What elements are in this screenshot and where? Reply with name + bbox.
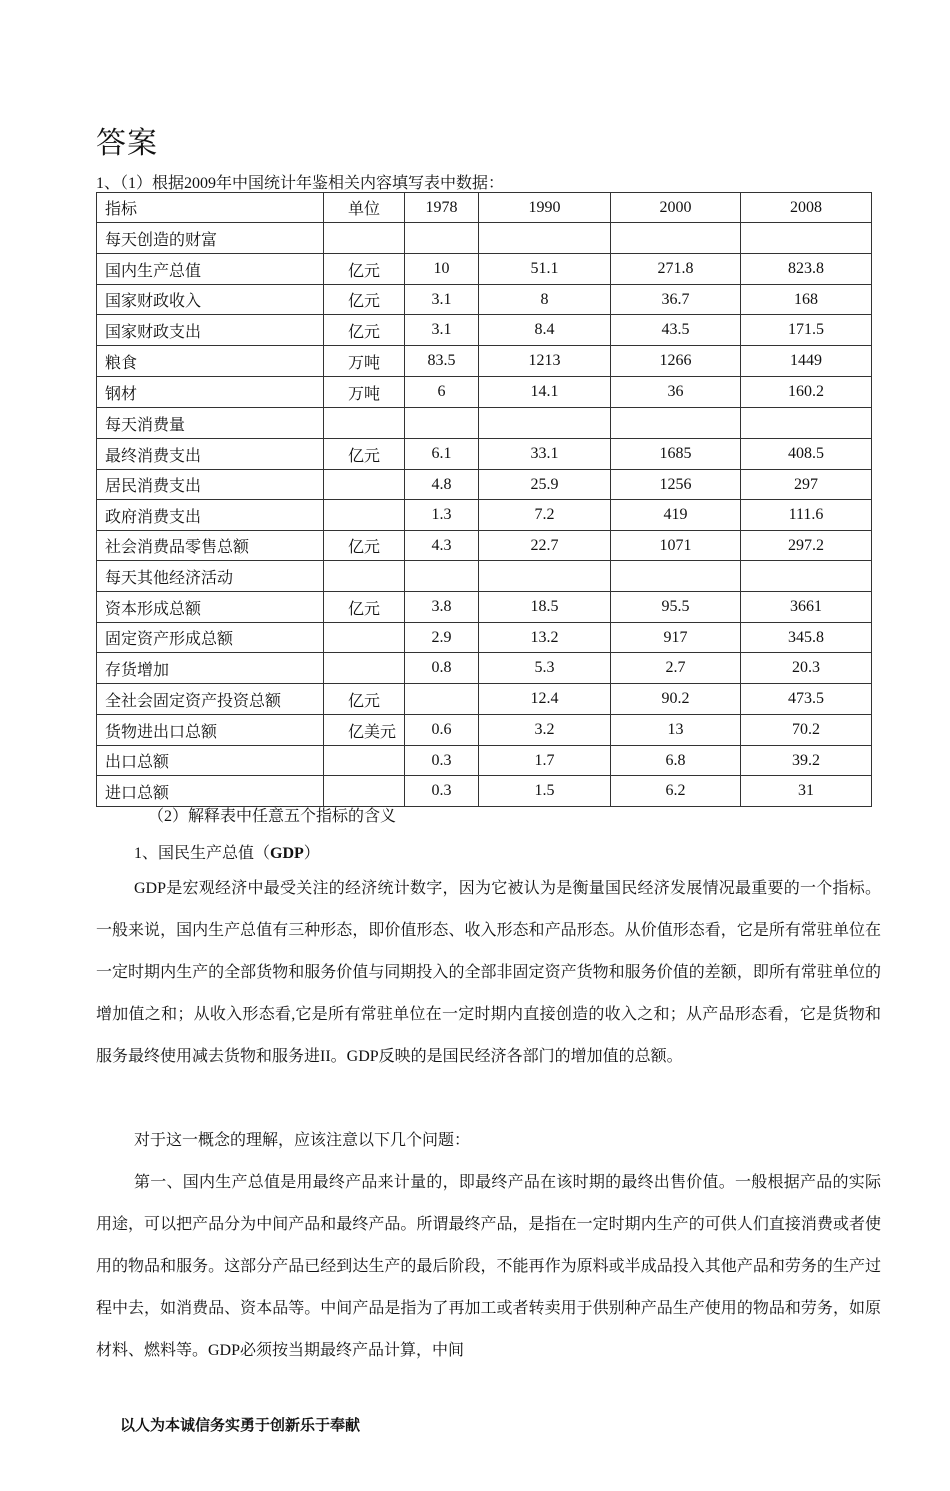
cell-2008: 345.8 [741, 623, 872, 653]
cell-indicator: 国家财政支出 [97, 315, 324, 346]
cell-1978 [405, 408, 479, 439]
table-row [97, 346, 872, 377]
cell-1990: 13.2 [479, 623, 611, 653]
cell-indicator: 进口总额 [97, 776, 324, 807]
cell-1978: 3.1 [405, 315, 479, 346]
table-row [97, 254, 872, 285]
cell-2000 [611, 223, 741, 254]
cell-2000: 1685 [611, 439, 741, 470]
table-row [97, 623, 872, 653]
cell-1978: 3.1 [405, 285, 479, 315]
footer-slogan: 以人为本诚信务实勇于创新乐于奉献 [120, 1416, 361, 1434]
cell-1978: 10 [405, 254, 479, 285]
cell-2008: 168 [741, 285, 872, 315]
cell-1990 [479, 561, 611, 592]
table-body [97, 223, 872, 807]
cell-2008: 297.2 [741, 531, 872, 561]
cell-indicator: 货物进出口总额 [97, 715, 324, 746]
cell-2008: 70.2 [741, 715, 872, 746]
table-row [97, 285, 872, 315]
cell-2008: 20.3 [741, 653, 872, 684]
cell-2000: 43.5 [611, 315, 741, 346]
paragraph-notes-intro: 对于这一概念的理解，应该注意以下几个问题： [134, 1132, 471, 1149]
cell-1978: 1.3 [405, 500, 479, 531]
cell-2000: 36 [611, 377, 741, 408]
cell-2000 [611, 408, 741, 439]
header-2008: 2008 [741, 193, 872, 223]
header-indicator: 指标 [97, 193, 324, 223]
cell-indicator: 国家财政收入 [97, 285, 324, 315]
question-1: 1、（1）根据2009年中国统计年鉴相关内容填写表中数据： [96, 175, 505, 192]
table-row [97, 715, 872, 746]
cell-indicator: 钢材 [97, 377, 324, 408]
cell-1990: 7.2 [479, 500, 611, 531]
cell-unit: 万吨 [324, 346, 405, 377]
paragraph-final-product: 第一、国内生产总值是用最终产品来计量的，即最终产品在该时期的最终出售价值。一般根据产品的实际用途，可以把产品分为中间产品和最终产品。所谓最终产品，是指在一定时期内生产的可供人们直接消费或者使用的物品和服务。这部分产品已经到达生产的最后阶段，不能再作为原料或半成品投入其他产品和劳务的生产过程中去，如消费品、资本品等。中间产品是指为了再加工或者转卖用于供别种产品生产使用的物品和劳务，如原材料、燃料等。GDP必须按当期最终产品计算，中间 [96, 1174, 881, 1359]
cell-1990: 5.3 [479, 653, 611, 684]
cell-1990: 25.9 [479, 470, 611, 500]
cell-1990: 12.4 [479, 684, 611, 715]
cell-2000: 36.7 [611, 285, 741, 315]
cell-1978: 0.6 [405, 715, 479, 746]
table-row [97, 377, 872, 408]
cell-1990: 1213 [479, 346, 611, 377]
table-row [97, 592, 872, 623]
cell-unit: 亿元 [324, 285, 405, 315]
cell-2008: 1449 [741, 346, 872, 377]
cell-2000: 419 [611, 500, 741, 531]
cell-1990: 8.4 [479, 315, 611, 346]
cell-2000: 1256 [611, 470, 741, 500]
table-row [97, 223, 872, 254]
sub-question-2: （2）解释表中任意五个指标的含义 [148, 808, 397, 825]
cell-1978: 4.8 [405, 470, 479, 500]
cell-2000: 917 [611, 623, 741, 653]
cell-unit: 亿元 [324, 592, 405, 623]
cell-indicator: 每天创造的财富 [97, 223, 324, 254]
cell-2000: 90.2 [611, 684, 741, 715]
header-unit: 单位 [324, 193, 405, 223]
table-row [97, 315, 872, 346]
cell-2008: 823.8 [741, 254, 872, 285]
cell-2008 [741, 223, 872, 254]
cell-1990: 22.7 [479, 531, 611, 561]
cell-1990: 3.2 [479, 715, 611, 746]
cell-2000: 2.7 [611, 653, 741, 684]
cell-1978: 6.1 [405, 439, 479, 470]
cell-indicator: 存货增加 [97, 653, 324, 684]
page-heading: 答案 [96, 126, 158, 161]
gdp-title-suffix: ） [303, 845, 320, 862]
cell-2000: 13 [611, 715, 741, 746]
cell-unit [324, 653, 405, 684]
cell-unit: 万吨 [324, 377, 405, 408]
table-row [97, 776, 872, 807]
cell-unit: 亿元 [324, 684, 405, 715]
table-row [97, 470, 872, 500]
cell-indicator: 国内生产总值 [97, 254, 324, 285]
cell-2008: 31 [741, 776, 872, 807]
gdp-title-abbr: GDP [270, 845, 304, 862]
cell-2008 [741, 561, 872, 592]
cell-2008: 473.5 [741, 684, 872, 715]
cell-2008: 408.5 [741, 439, 872, 470]
cell-indicator: 资本形成总额 [97, 592, 324, 623]
cell-2008: 297 [741, 470, 872, 500]
cell-1978: 6 [405, 377, 479, 408]
table-row [97, 439, 872, 470]
cell-2008: 39.2 [741, 746, 872, 776]
cell-2008: 160.2 [741, 377, 872, 408]
cell-1990: 18.5 [479, 592, 611, 623]
paragraph-gdp-definition: GDP是宏观经济中最受关注的经济统计数字，因为它被认为是衡量国民经济发展情况最重要的一个指标。一般来说，国内生产总值有三种形态，即价值形态、收入形态和产品形态。从价值形态看，它是所有常驻单位在一定时期内生产的全部货物和服务价值与同期投入的全部非固定资产货物和服务价值的差额，即所有常驻单位的增加值之和；从收入形态看,它是所有常驻单位在一定时期内直接创造的收入之和；从产品形态看，它是货物和服务最终使用减去货物和服务进II。GDP反映的是国民经济各部门的增加值的总额。 [96, 880, 881, 1065]
cell-1978: 3.8 [405, 592, 479, 623]
cell-1990 [479, 223, 611, 254]
cell-1990: 8 [479, 285, 611, 315]
cell-2000: 1071 [611, 531, 741, 561]
cell-2008: 3661 [741, 592, 872, 623]
cell-unit: 亿元 [324, 439, 405, 470]
cell-1978: 0.3 [405, 776, 479, 807]
cell-unit: 亿元 [324, 315, 405, 346]
cell-indicator: 社会消费品零售总额 [97, 531, 324, 561]
cell-1990: 33.1 [479, 439, 611, 470]
cell-indicator: 政府消费支出 [97, 500, 324, 531]
cell-2000 [611, 561, 741, 592]
table-row [97, 408, 872, 439]
table-row [97, 684, 872, 715]
cell-1990: 14.1 [479, 377, 611, 408]
cell-2008 [741, 408, 872, 439]
cell-2008: 171.5 [741, 315, 872, 346]
table-row [97, 561, 872, 592]
cell-unit [324, 223, 405, 254]
statistics-table [96, 192, 872, 807]
cell-unit: 亿美元 [324, 715, 405, 746]
cell-unit [324, 746, 405, 776]
gdp-title-prefix: 1、国民生产总值（ [134, 845, 271, 862]
cell-indicator: 出口总额 [97, 746, 324, 776]
cell-1978: 4.3 [405, 531, 479, 561]
cell-indicator: 每天其他经济活动 [97, 561, 324, 592]
cell-1978: 0.8 [405, 653, 479, 684]
cell-indicator: 固定资产形成总额 [97, 623, 324, 653]
header-1978: 1978 [405, 193, 479, 223]
cell-2000: 95.5 [611, 592, 741, 623]
cell-1990 [479, 408, 611, 439]
cell-2000: 271.8 [611, 254, 741, 285]
gdp-section-title [134, 840, 320, 863]
cell-unit: 亿元 [324, 531, 405, 561]
cell-unit [324, 561, 405, 592]
cell-unit [324, 776, 405, 807]
cell-2008: 111.6 [741, 500, 872, 531]
header-2000: 2000 [611, 193, 741, 223]
cell-1978 [405, 561, 479, 592]
header-1990: 1990 [479, 193, 611, 223]
cell-1978 [405, 684, 479, 715]
cell-2000: 6.2 [611, 776, 741, 807]
cell-indicator: 每天消费量 [97, 408, 324, 439]
cell-indicator: 最终消费支出 [97, 439, 324, 470]
cell-2000: 1266 [611, 346, 741, 377]
cell-unit [324, 623, 405, 653]
cell-1978: 0.3 [405, 746, 479, 776]
table-row [97, 653, 872, 684]
cell-unit [324, 408, 405, 439]
cell-indicator: 居民消费支出 [97, 470, 324, 500]
table-row [97, 746, 872, 776]
cell-indicator: 全社会固定资产投资总额 [97, 684, 324, 715]
cell-indicator: 粮食 [97, 346, 324, 377]
table-row [97, 531, 872, 561]
cell-unit: 亿元 [324, 254, 405, 285]
cell-1990: 1.5 [479, 776, 611, 807]
cell-1978: 83.5 [405, 346, 479, 377]
table-header-row [97, 193, 872, 223]
cell-unit [324, 500, 405, 531]
table-row [97, 500, 872, 531]
cell-1990: 1.7 [479, 746, 611, 776]
cell-2000: 6.8 [611, 746, 741, 776]
cell-unit [324, 470, 405, 500]
cell-1978: 2.9 [405, 623, 479, 653]
cell-1990: 51.1 [479, 254, 611, 285]
cell-1978 [405, 223, 479, 254]
